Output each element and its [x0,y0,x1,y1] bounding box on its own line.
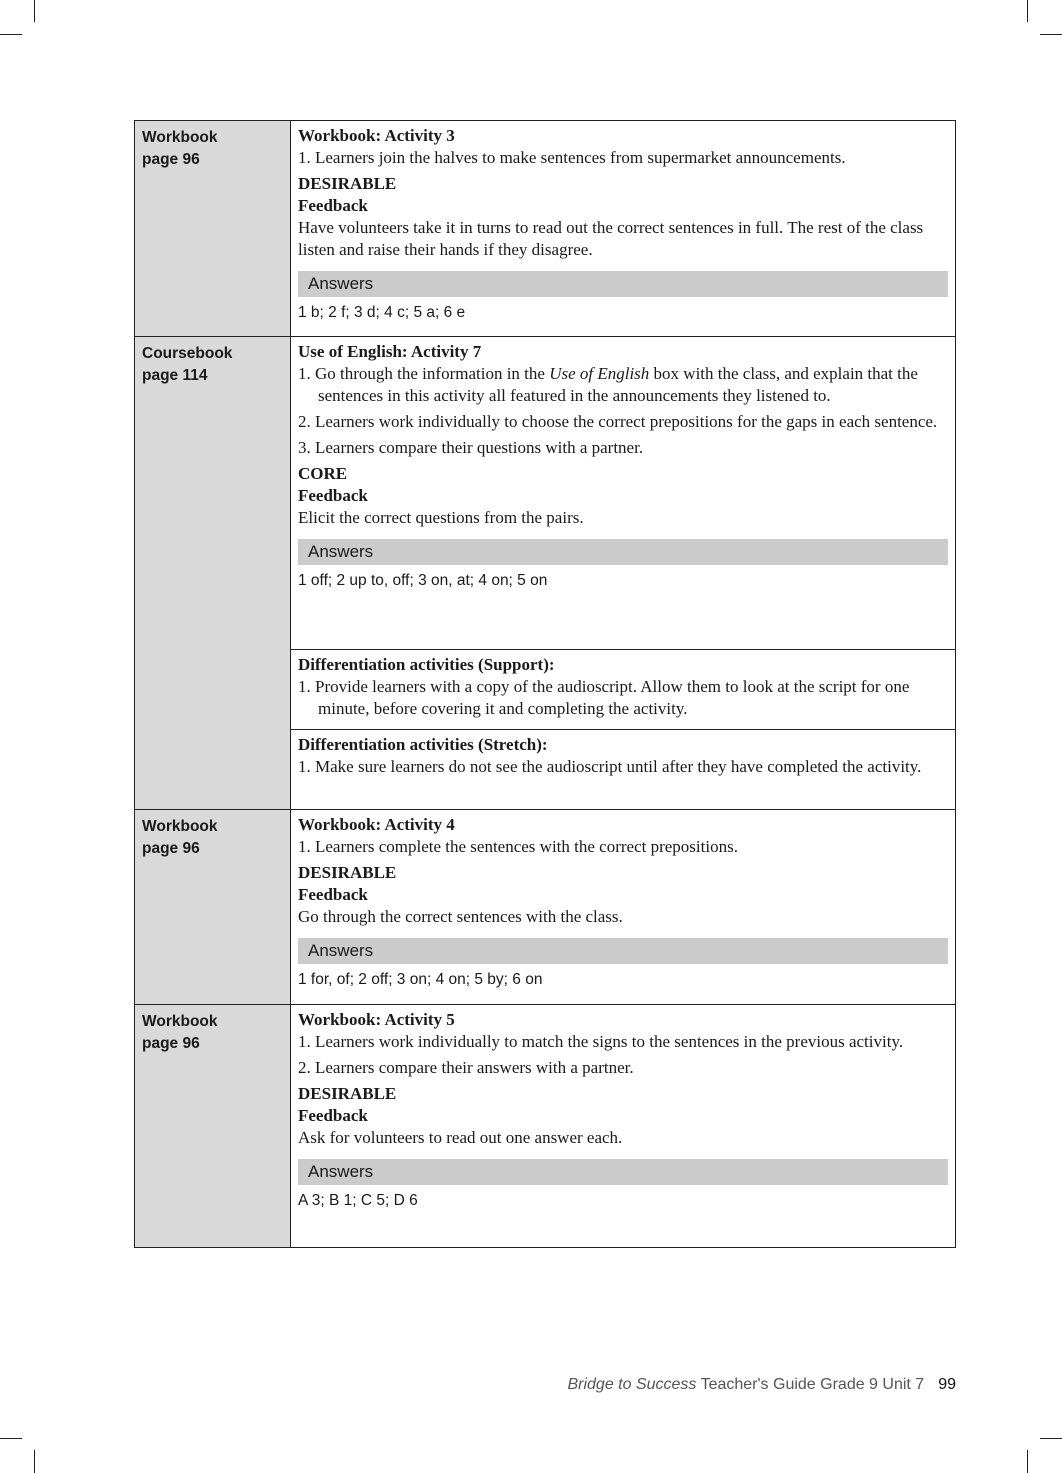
answers-header: Answers [298,1159,948,1185]
feedback-text: Ask for volunteers to read out one answer each. [298,1128,623,1147]
list-item: 1. Make sure learners do not see the audioscript until after they have completed the activity. [298,757,922,776]
page-number: 99 [938,1376,956,1393]
stretch-cell [291,729,955,809]
feedback-label: Feedback [298,196,368,215]
answers-header: Answers [298,938,948,964]
resource-name: Workbook [142,129,218,146]
resource-name: Workbook [142,1013,218,1030]
table-row [135,336,955,809]
activity-cell [291,1005,955,1211]
stretch-title: Differentiation activities (Stretch): [298,735,548,754]
answers-header: Answers [298,539,948,565]
support-title: Differentiation activities (Support): [298,655,555,674]
crop-mark [34,1450,35,1473]
crop-mark [0,1438,22,1439]
list-item [298,363,948,407]
lesson-table [134,120,956,1248]
level-label: DESIRABLE [298,863,397,882]
list-item: 2. Learners compare their answers with a partner. [298,1058,634,1077]
feedback-label: Feedback [298,885,368,904]
level-label: DESIRABLE [298,1084,397,1103]
crop-mark [1040,34,1062,35]
resource-cell [135,810,291,1004]
activity-title: Use of English: Activity 7 [298,342,482,361]
resource-page: page 96 [142,151,200,168]
resource-name: Coursebook [142,345,233,362]
activity-title: Workbook: Activity 4 [298,815,455,834]
resource-name: Workbook [142,818,218,835]
list-item: 1. Learners complete the sentences with the correct prepositions. [298,837,738,856]
activity-cell [291,121,955,323]
answers-text: 1 b; 2 f; 3 d; 4 c; 5 a; 6 e [298,304,466,321]
crop-mark [1027,0,1028,22]
feedback-text: Elicit the correct questions from the pairs. [298,508,584,527]
crop-mark [1040,1438,1062,1439]
answers-text: 1 off; 2 up to, off; 3 on, at; 4 on; 5 on [298,572,548,589]
item-text: 1. Go through the information in the [298,364,550,383]
crop-mark [1027,1450,1028,1473]
book-title: Bridge to Success [567,1376,697,1393]
list-item: 2. Learners work individually to choose the correct prepositions for the gaps in each sentence. [298,412,938,431]
table-row [135,121,955,336]
feedback-label: Feedback [298,486,368,505]
table-row [135,809,955,1004]
list-item: 1. Learners join the halves to make sentences from supermarket announcements. [298,148,846,167]
guide-title: Teacher's Guide Grade 9 Unit 7 [696,1376,925,1393]
answers-text: A 3; B 1; C 5; D 6 [298,1192,418,1209]
activity-title: Workbook: Activity 3 [298,126,455,145]
list-item: 1. Provide learners with a copy of the audioscript. Allow them to look at the script for one minute, before covering it and completing the activity. [298,677,910,718]
activity-cell [291,337,955,649]
feedback-text: Have volunteers take it in turns to read out the correct sentences in full. The rest of the class listen and raise their hands if they disagree. [298,218,924,259]
resource-page: page 96 [142,840,200,857]
level-label: DESIRABLE [298,174,397,193]
resource-cell [135,1005,291,1247]
support-cell [291,649,955,729]
crop-mark [0,34,22,35]
answers-text: 1 for, of; 2 off; 3 on; 4 on; 5 by; 6 on [298,971,543,988]
item-text: box with the class, and explain that the sentences in this activity all featured in the announcements they listened to. [318,364,918,405]
resource-cell [135,337,291,809]
level-label: CORE [298,464,348,483]
feedback-label: Feedback [298,1106,368,1125]
list-item: 3. Learners compare their questions with a partner. [298,438,644,457]
list-item: 1. Learners work individually to match the signs to the sentences in the previous activity. [298,1032,904,1051]
table-row [135,1004,955,1247]
activity-title: Workbook: Activity 5 [298,1010,455,1029]
resource-cell [135,121,291,336]
feedback-text: Go through the correct sentences with the class. [298,907,623,926]
activity-cell [291,810,955,990]
crop-mark [34,0,35,22]
resource-page: page 96 [142,1035,200,1052]
resource-page: page 114 [142,367,208,384]
page-footer [567,1376,956,1394]
item-emphasis: Use of English [549,364,650,383]
answers-header: Answers [298,271,948,297]
